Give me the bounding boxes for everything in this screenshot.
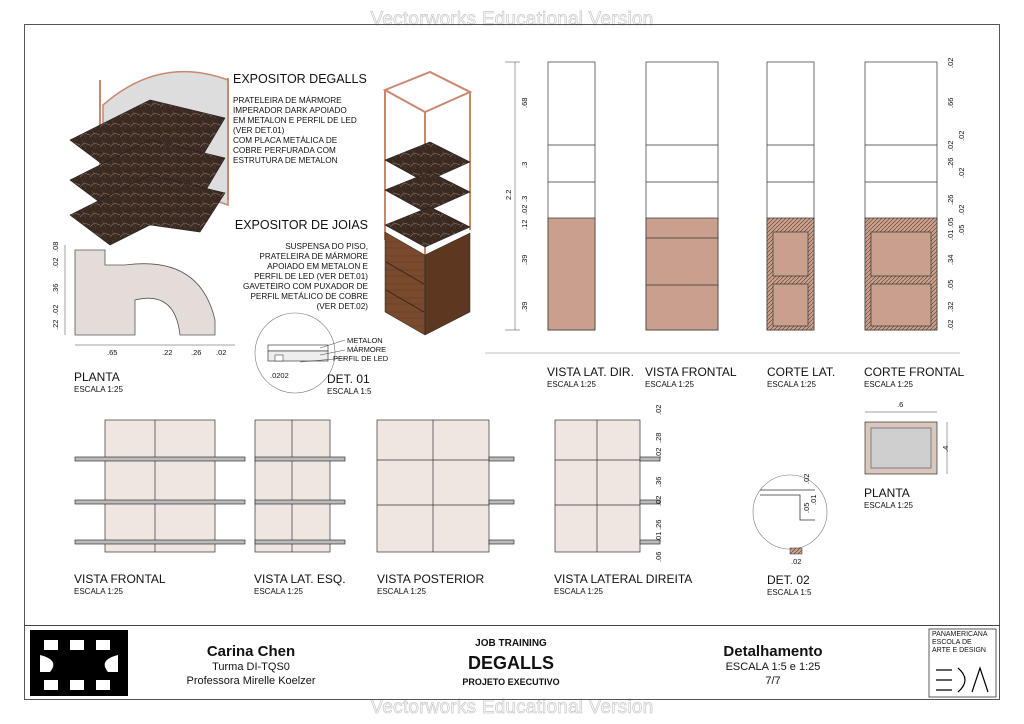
project-name: DEGALLS bbox=[467, 653, 554, 673]
professora: Professora Mirelle Koelzer bbox=[186, 675, 316, 687]
job-label: JOB TRAINING bbox=[475, 638, 547, 649]
lat-dim-12: .12 bbox=[520, 219, 529, 230]
corte-dim-9: .05 bbox=[957, 224, 966, 235]
planta-dim-02: .02 bbox=[216, 348, 227, 357]
corte-dim-6: .26 bbox=[946, 194, 955, 205]
corte-dim-13: .32 bbox=[946, 301, 955, 312]
view-title-planta-2: PLANTA bbox=[864, 486, 910, 500]
vista-posterior-drawing bbox=[377, 420, 514, 552]
note-degalls-body: PRATELEIRA DE MÁRMORE IMPERADOR DARK APOIADO EM METALON E PERFIL DE LED (VER DET.01) COM PLACA METÁLICA DE COBRE PERFURADA COM ESTRUTURA DE METALON bbox=[233, 96, 357, 165]
watermark-bottom: Vectorworks Educational Version bbox=[370, 697, 654, 718]
note-degalls bbox=[233, 62, 367, 166]
corte-dim-2: .02 bbox=[957, 130, 966, 141]
note-degalls-title: EXPOSITOR DEGALLS bbox=[233, 72, 367, 86]
planta2-dim-d: .4 bbox=[941, 445, 950, 452]
school-name: PANAMERICANA ESCOLA DE ARTE E DESIGN bbox=[932, 631, 988, 654]
lateral-dim-5: .26 bbox=[654, 519, 663, 530]
iso-joias-drawing bbox=[385, 72, 470, 335]
view-scale-planta-2: ESCALA 1:25 bbox=[864, 501, 913, 510]
lateral-dim-3: .36 bbox=[654, 476, 663, 487]
watermark-top: Vectorworks Educational Version bbox=[370, 9, 654, 30]
view-scale-vista-posterior: ESCALA 1:25 bbox=[377, 587, 426, 596]
det02-dim-3: .02 bbox=[791, 557, 802, 566]
sheet-scale: ESCALA 1:5 e 1:25 bbox=[725, 661, 821, 673]
view-scale-vista-frontal-top: ESCALA 1:25 bbox=[645, 380, 694, 389]
vista-lat-dir-drawing bbox=[548, 62, 595, 330]
lat-dim-68: .68 bbox=[520, 97, 529, 108]
lateral-dim-2: .02 bbox=[654, 447, 663, 458]
planta-vdim-36: .36 bbox=[51, 283, 60, 294]
det02-dim-1: .05 bbox=[802, 502, 811, 513]
view-scale-vista-lat-dir: ESCALA 1:25 bbox=[547, 380, 596, 389]
view-title-vista-frontal: VISTA FRONTAL bbox=[74, 572, 166, 586]
corte-lat-drawing bbox=[767, 62, 814, 330]
view-scale-vista-lateral-direita: ESCALA 1:25 bbox=[554, 587, 603, 596]
planta-vdim-02a: .02 bbox=[51, 257, 60, 268]
planta-dim-22: .22 bbox=[162, 348, 173, 357]
lat-dim-39b: .39 bbox=[520, 301, 529, 312]
lateral-dim-7: .06 bbox=[654, 551, 663, 562]
view-scale-vista-lat-esq: ESCALA 1:25 bbox=[254, 587, 303, 596]
note-joias-body: SUSPENSA DO PISO, PRATELEIRA DE MÁRMORE APOIADO EM METALON E PERFIL DE LED (VER DET.01) GAVETEIRO COM PUXADOR DE PERFIL METÁLICO DE COBRE (VER DET.02) bbox=[243, 242, 368, 311]
planta-1-drawing bbox=[65, 245, 235, 345]
corte-frontal-drawing bbox=[865, 62, 937, 330]
note-joias-title: EXPOSITOR DE JOIAS bbox=[234, 218, 368, 232]
view-scale-corte-frontal: ESCALA 1:25 bbox=[864, 380, 913, 389]
view-title-corte-frontal: CORTE FRONTAL bbox=[864, 365, 965, 379]
planta2-dim-w: .6 bbox=[897, 400, 904, 409]
planta-vdim-02b: .02 bbox=[51, 304, 60, 315]
det01-callout-metalon: METALON bbox=[347, 336, 383, 345]
sheet-title: Detalhamento bbox=[723, 643, 823, 660]
view-title-planta-1: PLANTA bbox=[74, 370, 120, 384]
total-dim: 2.2 bbox=[504, 189, 513, 200]
view-scale-corte-lat: ESCALA 1:25 bbox=[767, 380, 816, 389]
planta-dim-26: .26 bbox=[191, 348, 202, 357]
det01-callout-marmore: MÁRMORE bbox=[347, 345, 387, 354]
lateral-dim-1: .28 bbox=[654, 432, 663, 443]
view-title-det-02: DET. 02 bbox=[767, 573, 810, 587]
view-title-det-01: DET. 01 bbox=[327, 372, 370, 386]
view-scale-det-02: ESCALA 1:5 bbox=[767, 588, 812, 597]
view-title-vista-frontal-top: VISTA FRONTAL bbox=[645, 365, 737, 379]
corte-dim-7: .02 bbox=[957, 204, 966, 215]
vista-lateral-direita-drawing bbox=[555, 420, 660, 552]
planta-vdim-08: .08 bbox=[51, 241, 60, 252]
view-title-vista-lat-dir: VISTA LAT. DIR. bbox=[547, 365, 634, 379]
view-title-vista-lateral-direita: VISTA LATERAL DIREITA bbox=[554, 572, 693, 586]
lat-dim-02: .02 bbox=[520, 204, 529, 215]
view-title-vista-posterior: VISTA POSTERIOR bbox=[377, 572, 485, 586]
vista-frontal-drawing bbox=[75, 420, 245, 552]
lateral-dim-6: .01 bbox=[654, 531, 663, 542]
det-02-drawing bbox=[753, 475, 827, 554]
view-title-vista-lat-esq: VISTA LAT. ESQ. bbox=[254, 572, 346, 586]
planta-vdim-22: .22 bbox=[51, 319, 60, 330]
author-name: Carina Chen bbox=[206, 643, 296, 660]
vista-frontal-top-drawing bbox=[646, 62, 718, 330]
corte-dim-4: .26 bbox=[946, 157, 955, 168]
corte-dim-14: .02 bbox=[946, 319, 955, 330]
note-joias bbox=[230, 208, 368, 312]
det01-callout-led: PERFIL DE LED bbox=[333, 354, 389, 363]
det02-dim-2: .01 bbox=[809, 494, 818, 505]
corte-dim-8: .05 bbox=[946, 217, 955, 228]
lat-dim-3a: .3 bbox=[520, 161, 529, 168]
corte-dim-0: .02 bbox=[946, 57, 955, 68]
planta-2-drawing bbox=[865, 412, 947, 474]
lateral-dim-0: .02 bbox=[654, 404, 663, 415]
corte-dim-10: .01 bbox=[946, 229, 955, 240]
view-scale-det-01: ESCALA 1:5 bbox=[327, 387, 372, 396]
planta-dim-65: .65 bbox=[107, 348, 118, 357]
corte-dim-12: .05 bbox=[946, 279, 955, 290]
corte-dim-1: .66 bbox=[946, 97, 955, 108]
corte-dim-3: .02 bbox=[946, 140, 955, 151]
lat-dim-3b: .3 bbox=[520, 195, 529, 202]
view-title-corte-lat: CORTE LAT. bbox=[767, 365, 836, 379]
turma: Turma DI-TQS0 bbox=[212, 661, 290, 673]
corte-dim-5: .02 bbox=[957, 167, 966, 178]
view-scale-planta-1: ESCALA 1:25 bbox=[74, 385, 123, 394]
det01-dim: .0202 bbox=[270, 371, 289, 380]
det02-dim-0: .02 bbox=[802, 473, 811, 484]
lat-dim-39a: .39 bbox=[520, 254, 529, 265]
lateral-dim-4: .02 bbox=[654, 495, 663, 506]
vista-lat-esq-drawing bbox=[255, 420, 345, 552]
view-scale-vista-frontal: ESCALA 1:25 bbox=[74, 587, 123, 596]
corte-dim-11: .34 bbox=[946, 254, 955, 265]
iso-degalls-drawing bbox=[70, 72, 228, 245]
page-number: 7/7 bbox=[765, 675, 781, 687]
project-phase: PROJETO EXECUTIVO bbox=[462, 677, 560, 687]
